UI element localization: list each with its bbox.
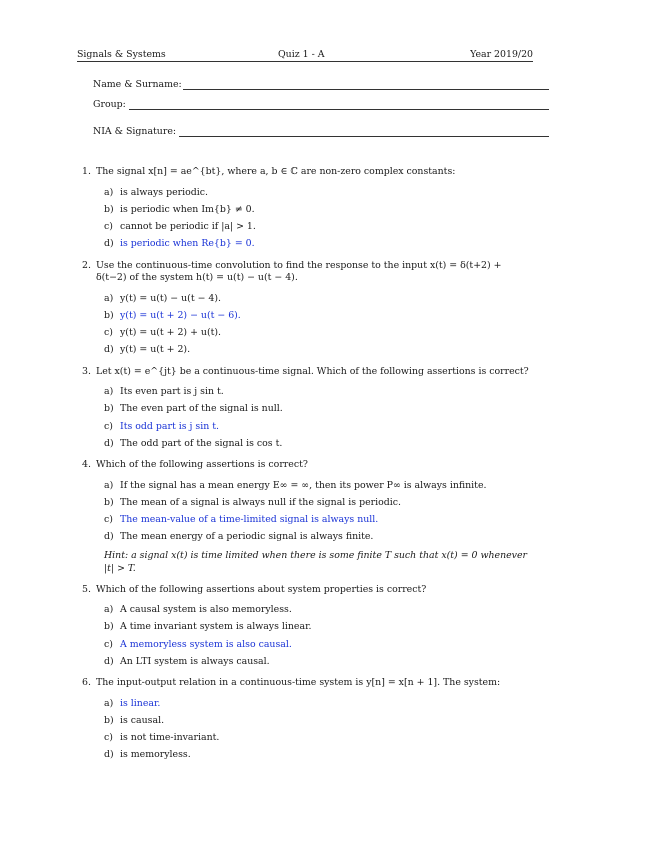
option-text: A time invariant system is always linear. xyxy=(120,621,312,633)
question-5 xyxy=(80,584,532,669)
question-text: Use the continuous-time convolution to find the response to the input x(t) = δ(t+2) + δ(t−2) of the system h(t) = u(t) − u(t − 4). xyxy=(96,259,502,284)
option-text: A memoryless system is also causal. xyxy=(120,638,292,650)
answer-option[interactable] xyxy=(104,403,532,416)
option-letter: d) xyxy=(104,531,114,543)
option-text: An LTI system is always causal. xyxy=(120,655,270,667)
option-text: y(t) = u(t + 2). xyxy=(120,344,191,356)
nia-label: NIA & Signature: xyxy=(93,126,177,137)
question-number: 5. xyxy=(82,583,91,595)
option-letter: b) xyxy=(104,621,114,633)
answer-option[interactable] xyxy=(104,221,532,234)
answer-options xyxy=(96,187,532,251)
question-number: 6. xyxy=(82,677,91,689)
option-text: If the signal has a mean energy E∞ = ∞, then its power P∞ is always infinite. xyxy=(120,479,487,491)
answer-option[interactable] xyxy=(104,438,532,451)
question-6 xyxy=(80,677,532,762)
option-text: y(t) = u(t) − u(t − 4). xyxy=(120,292,222,304)
answer-option[interactable] xyxy=(104,480,532,493)
answer-options xyxy=(96,698,532,762)
answer-option-correct[interactable] xyxy=(104,698,532,711)
option-text: y(t) = u(t + 2) + u(t). xyxy=(120,326,222,338)
option-letter: b) xyxy=(104,496,114,508)
question-hint: Hint: a signal x(t) is time limited when there is some finite T such that x(t) = 0 whenever |t| > T. xyxy=(104,549,527,574)
option-letter: b) xyxy=(104,309,114,321)
group-line[interactable] xyxy=(129,109,549,110)
option-letter: b) xyxy=(104,403,114,415)
question-text: The input-output relation in a continuous-time system is y[n] = x[n + 1]. The system: xyxy=(96,677,501,689)
answer-options xyxy=(96,386,532,450)
option-letter: c) xyxy=(104,732,113,744)
answer-option-correct[interactable] xyxy=(104,421,532,434)
answer-option[interactable] xyxy=(104,656,532,669)
option-letter: c) xyxy=(104,514,113,526)
answer-option[interactable] xyxy=(104,386,532,399)
option-letter: d) xyxy=(104,344,114,356)
answer-option[interactable] xyxy=(104,204,532,217)
group-field[interactable] xyxy=(93,99,549,112)
questions-list xyxy=(80,166,532,771)
question-text: Let x(t) = e^{jt} be a continuous-time signal. Which of the following assertions is correct? xyxy=(96,365,529,377)
option-text: y(t) = u(t + 2) − u(t − 6). xyxy=(120,309,241,321)
option-text: is causal. xyxy=(120,715,165,726)
option-text: The mean of a signal is always null if the signal is periodic. xyxy=(120,496,401,508)
answer-options xyxy=(96,293,532,357)
name-field[interactable] xyxy=(93,79,549,92)
option-letter: a) xyxy=(104,292,114,304)
option-letter: b) xyxy=(104,203,114,215)
answer-options xyxy=(96,480,532,544)
option-text: is linear. xyxy=(120,697,161,709)
option-letter: d) xyxy=(104,238,114,250)
name-line[interactable] xyxy=(183,89,549,90)
academic-year: Year 2019/20 xyxy=(470,49,533,60)
option-letter: d) xyxy=(104,655,114,667)
option-text: is periodic when Re{b} = 0. xyxy=(120,238,255,250)
answer-option-correct[interactable] xyxy=(104,310,532,323)
option-letter: a) xyxy=(104,697,114,709)
nia-line[interactable] xyxy=(179,136,549,137)
name-label: Name & Surname: xyxy=(93,79,182,90)
option-letter: a) xyxy=(104,186,114,198)
answer-option-correct[interactable] xyxy=(104,514,532,527)
option-letter: b) xyxy=(104,715,114,726)
course-title: Signals & Systems xyxy=(77,49,166,60)
option-letter: d) xyxy=(104,437,114,449)
answer-option-correct[interactable] xyxy=(104,238,532,251)
answer-option[interactable] xyxy=(104,749,532,762)
option-text: The odd part of the signal is cos t. xyxy=(120,437,283,449)
group-label: Group: xyxy=(93,99,126,110)
answer-option[interactable] xyxy=(104,327,532,340)
question-3 xyxy=(80,366,532,451)
question-text: The signal x[n] = ae^{bt}, where a, b ∈ ℂ are non-zero complex constants: xyxy=(96,166,456,177)
answer-option[interactable] xyxy=(104,497,532,510)
option-text: is periodic when Im{b} ≠ 0. xyxy=(120,203,255,215)
option-letter: c) xyxy=(104,220,113,232)
option-text: Its even part is j sin t. xyxy=(120,386,224,398)
option-text: The even part of the signal is null. xyxy=(120,403,283,415)
question-text: Which of the following assertions is correct? xyxy=(96,459,308,471)
answer-option[interactable] xyxy=(104,187,532,200)
option-text: A causal system is also memoryless. xyxy=(120,604,292,616)
option-letter: c) xyxy=(104,638,113,650)
answer-options xyxy=(96,604,532,668)
answer-option[interactable] xyxy=(104,715,532,728)
question-number: 1. xyxy=(82,166,91,177)
answer-option[interactable] xyxy=(104,344,532,357)
question-4 xyxy=(80,459,532,575)
option-letter: c) xyxy=(104,326,113,338)
question-text: Which of the following assertions about system properties is correct? xyxy=(96,583,427,595)
answer-option[interactable] xyxy=(104,732,532,745)
option-text: is memoryless. xyxy=(120,749,191,761)
header-rule xyxy=(77,61,533,62)
answer-option[interactable] xyxy=(104,531,532,544)
nia-field[interactable] xyxy=(93,126,549,139)
question-1 xyxy=(80,166,532,251)
question-number: 2. xyxy=(82,259,91,271)
option-letter: a) xyxy=(104,604,114,616)
question-number: 4. xyxy=(82,459,91,471)
option-text: Its odd part is j sin t. xyxy=(120,420,219,432)
option-letter: c) xyxy=(104,420,113,432)
question-2 xyxy=(80,260,532,357)
quiz-title: Quiz 1 - A xyxy=(278,49,325,60)
option-text: The mean energy of a periodic signal is always finite. xyxy=(120,531,374,543)
option-letter: a) xyxy=(104,479,114,491)
answer-option[interactable] xyxy=(104,621,532,634)
answer-option-correct[interactable] xyxy=(104,639,532,652)
question-number: 3. xyxy=(82,365,91,377)
option-text: cannot be periodic if |a| > 1. xyxy=(120,220,256,232)
answer-option[interactable] xyxy=(104,293,532,306)
option-text: is not time-invariant. xyxy=(120,732,220,744)
option-letter: d) xyxy=(104,749,114,761)
option-text: is always periodic. xyxy=(120,186,208,198)
answer-option[interactable] xyxy=(104,604,532,617)
option-letter: a) xyxy=(104,386,114,398)
option-text: The mean-value of a time-limited signal is always null. xyxy=(120,514,379,526)
